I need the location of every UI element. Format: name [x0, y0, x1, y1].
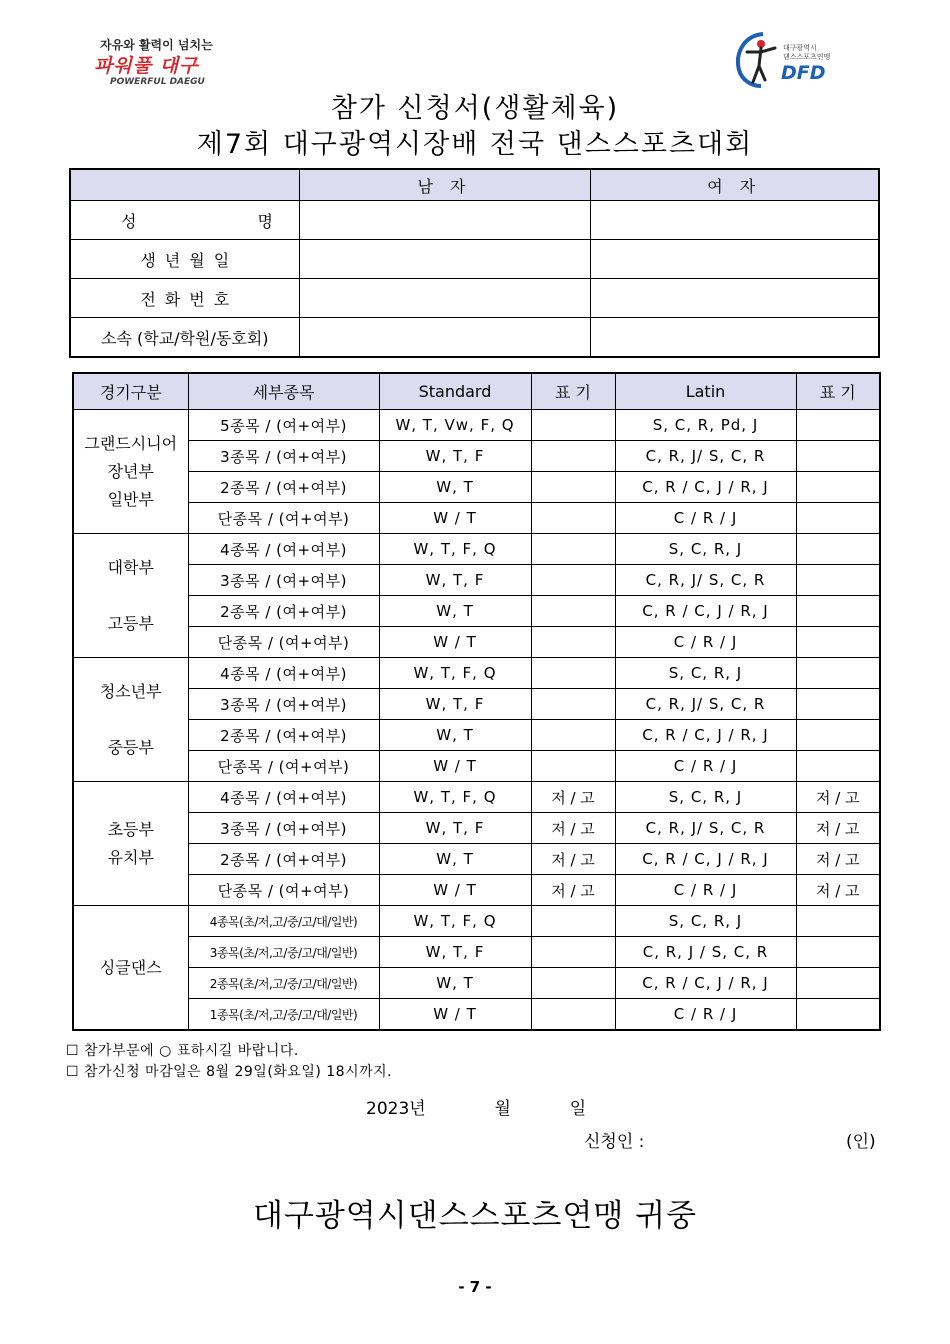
table-row [73, 503, 880, 534]
header-mark-latin: 표 기 [796, 373, 880, 410]
logo-slogan: 자유와 활력이 넘치는 [100, 38, 213, 52]
group-label-university-highschool: 대학부 고등부 [73, 534, 188, 658]
mark-standard-cell[interactable] [531, 751, 615, 782]
male-phone-field[interactable] [299, 279, 590, 318]
notes [66, 1041, 392, 1083]
header-event: 세부종목 [188, 373, 379, 410]
standard-cell: W, T, F, Q [379, 534, 531, 565]
table-row [73, 441, 880, 472]
female-birthdate-field[interactable] [590, 240, 879, 279]
latin-cell: C, R / C, J / R, J [615, 596, 796, 627]
mark-standard-cell[interactable] [531, 937, 615, 968]
mark-standard-cell[interactable]: 저 / 고 [531, 875, 615, 906]
standard-cell: W, T [379, 596, 531, 627]
event-cell: 1종목(초/저,고/중/고/대/일반) [188, 999, 379, 1031]
mark-latin-cell[interactable] [796, 441, 880, 472]
event-cell: 2종목(초/저,고/중/고/대/일반) [188, 968, 379, 999]
mark-latin-cell[interactable] [796, 410, 880, 441]
mark-latin-cell[interactable] [796, 472, 880, 503]
table-row [73, 782, 880, 813]
header-mark-standard: 표 기 [531, 373, 615, 410]
table-row [73, 534, 880, 565]
standard-cell: W, T, F, Q [379, 782, 531, 813]
mark-latin-cell[interactable] [796, 534, 880, 565]
mark-standard-cell[interactable] [531, 689, 615, 720]
standard-cell: W, T, F [379, 441, 531, 472]
mark-standard-cell[interactable]: 저 / 고 [531, 782, 615, 813]
group-label-senior-general: 그랜드시니어 장년부 일반부 [73, 410, 188, 534]
standard-cell: W, T [379, 844, 531, 875]
table-row [73, 565, 880, 596]
date-year: 2023년 [366, 1099, 426, 1119]
mark-latin-cell[interactable]: 저 / 고 [796, 782, 880, 813]
document-title: 참가 신청서(생활체육) [330, 93, 620, 124]
standard-cell: W / T [379, 999, 531, 1031]
dfd-logo [733, 30, 853, 90]
mark-latin-cell[interactable] [796, 999, 880, 1031]
latin-cell: S, C, R, J [615, 534, 796, 565]
participant-table [69, 168, 880, 358]
male-affiliation-field[interactable] [299, 318, 590, 358]
event-cell: 2종목 / (여+여부) [188, 596, 379, 627]
mark-latin-cell[interactable] [796, 720, 880, 751]
latin-cell: C, R / C, J / R, J [615, 472, 796, 503]
mark-latin-cell[interactable]: 저 / 고 [796, 875, 880, 906]
mark-standard-cell[interactable] [531, 472, 615, 503]
latin-cell: C / R / J [615, 751, 796, 782]
page-number: - 7 - [458, 1278, 492, 1296]
note-deadline: ☐ 참가신청 마감일은 8월 29일(화요일) 18시까지. [66, 1064, 393, 1080]
mark-latin-cell[interactable] [796, 906, 880, 937]
applicant-label: 신청인 : [584, 1132, 645, 1152]
event-cell: 3종목 / (여+여부) [188, 441, 379, 472]
participant-header-row [70, 169, 879, 201]
standard-cell: W / T [379, 875, 531, 906]
logo-english: POWERFUL DAEGU [110, 77, 205, 87]
female-affiliation-field[interactable] [590, 318, 879, 358]
group-label-single-dance: 싱글댄스 [73, 906, 188, 1031]
mark-latin-cell[interactable] [796, 968, 880, 999]
logo-name: 파워풀 대구 [94, 55, 199, 77]
latin-cell: C, R, J/ S, C, R [615, 441, 796, 472]
dfd-abbr: DFD [781, 62, 826, 84]
row-affiliation [70, 318, 879, 358]
table-row [73, 906, 880, 937]
standard-cell: W, T, F [379, 813, 531, 844]
latin-cell: S, C, R, Pd, J [615, 410, 796, 441]
latin-cell: C / R / J [615, 999, 796, 1031]
header-latin: Latin [615, 373, 796, 410]
event-cell: 2종목 / (여+여부) [188, 844, 379, 875]
latin-cell: C, R, J/ S, C, R [615, 565, 796, 596]
standard-cell: W / T [379, 627, 531, 658]
recipient: 대구광역시댄스스포츠연맹 귀중 [252, 1198, 698, 1234]
note-mark-instruction: ☐ 참가부문에 ○ 표하시길 바랍니다. [66, 1043, 299, 1059]
latin-cell: S, C, R, J [615, 782, 796, 813]
standard-cell: W, T, F [379, 565, 531, 596]
event-table [72, 372, 881, 1031]
male-name-field[interactable] [299, 201, 590, 240]
event-cell: 3종목(초/저,고/중/고/대/일반) [188, 937, 379, 968]
mark-latin-cell[interactable] [796, 503, 880, 534]
label-name: 성 명 [70, 201, 299, 240]
standard-cell: W, T [379, 472, 531, 503]
latin-cell: C / R / J [615, 875, 796, 906]
mark-latin-cell[interactable] [796, 627, 880, 658]
header-category: 경기구분 [73, 373, 188, 410]
mark-standard-cell[interactable]: 저 / 고 [531, 844, 615, 875]
standard-cell: W, T, F, Q [379, 658, 531, 689]
event-cell: 2종목 / (여+여부) [188, 720, 379, 751]
standard-cell: W, T, F [379, 937, 531, 968]
group-label-youth-middleschool: 청소년부 중등부 [73, 658, 188, 782]
event-cell: 2종목 / (여+여부) [188, 472, 379, 503]
latin-cell: C, R / C, J / R, J [615, 968, 796, 999]
latin-cell: C, R, J / S, C, R [615, 937, 796, 968]
table-row [73, 596, 880, 627]
header-standard: Standard [379, 373, 531, 410]
mark-standard-cell[interactable] [531, 596, 615, 627]
header-male: 남 자 [299, 169, 590, 201]
event-cell: 4종목 / (여+여부) [188, 782, 379, 813]
table-row [73, 658, 880, 689]
dancer-emblem-icon [733, 30, 783, 88]
label-birthdate: 생년월일 [70, 240, 299, 279]
event-cell: 4종목(초/저,고/중/고/대/일반) [188, 906, 379, 937]
mark-standard-cell[interactable] [531, 565, 615, 596]
mark-standard-cell[interactable] [531, 441, 615, 472]
standard-cell: W, T [379, 968, 531, 999]
standard-cell: W / T [379, 751, 531, 782]
standard-cell: W, T, F, Q [379, 906, 531, 937]
standard-cell: W / T [379, 503, 531, 534]
standard-cell: W, T, Vw, F, Q [379, 410, 531, 441]
row-phone [70, 279, 879, 318]
mark-standard-cell[interactable] [531, 410, 615, 441]
table-row [73, 689, 880, 720]
mark-latin-cell[interactable]: 저 / 고 [796, 813, 880, 844]
mark-latin-cell[interactable] [796, 689, 880, 720]
group-label-elementary-kindergarten: 초등부 유치부 [73, 782, 188, 906]
row-name [70, 201, 879, 240]
mark-standard-cell[interactable] [531, 906, 615, 937]
event-cell: 4종목 / (여+여부) [188, 658, 379, 689]
standard-cell: W, T [379, 720, 531, 751]
standard-cell: W, T, F [379, 689, 531, 720]
latin-cell: C / R / J [615, 503, 796, 534]
event-cell: 5종목 / (여+여부) [188, 410, 379, 441]
table-row [73, 472, 880, 503]
table-row [73, 720, 880, 751]
mark-latin-cell[interactable] [796, 937, 880, 968]
table-row [73, 813, 880, 844]
header-blank [70, 169, 299, 201]
header-female: 여 자 [590, 169, 879, 201]
mark-standard-cell[interactable] [531, 534, 615, 565]
table-row [73, 627, 880, 658]
mark-latin-cell[interactable] [796, 658, 880, 689]
row-birthdate [70, 240, 879, 279]
event-cell: 단종목 / (여+여부) [188, 751, 379, 782]
table-row [73, 751, 880, 782]
female-phone-field[interactable] [590, 279, 879, 318]
event-cell: 단종목 / (여+여부) [188, 503, 379, 534]
latin-cell: S, C, R, J [615, 658, 796, 689]
latin-cell: C, R, J/ S, C, R [615, 813, 796, 844]
label-affiliation: 소속 (학교/학원/동호회) [70, 318, 299, 358]
female-name-field[interactable] [590, 201, 879, 240]
mark-standard-cell[interactable] [531, 658, 615, 689]
event-cell: 3종목 / (여+여부) [188, 813, 379, 844]
mark-latin-cell[interactable] [796, 565, 880, 596]
table-row [73, 999, 880, 1031]
event-header-row [73, 373, 880, 410]
application-date [366, 1094, 586, 1119]
event-cell: 3종목 / (여+여부) [188, 689, 379, 720]
latin-cell: C, R / C, J / R, J [615, 720, 796, 751]
mark-latin-cell[interactable] [796, 596, 880, 627]
date-month: 월 [494, 1099, 511, 1119]
mark-standard-cell[interactable] [531, 503, 615, 534]
mark-standard-cell[interactable] [531, 999, 615, 1031]
date-day: 일 [569, 1099, 587, 1119]
seal-label: (인) [846, 1132, 876, 1152]
mark-standard-cell[interactable] [531, 720, 615, 751]
event-cell: 3종목 / (여+여부) [188, 565, 379, 596]
mark-latin-cell[interactable] [796, 751, 880, 782]
label-phone: 전화번호 [70, 279, 299, 318]
event-title: 제7회 대구광역시장배 전국 댄스스포츠대회 [196, 129, 754, 160]
powerful-daegu-logo [92, 34, 242, 94]
latin-cell: C / R / J [615, 627, 796, 658]
table-row [73, 968, 880, 999]
event-cell: 4종목 / (여+여부) [188, 534, 379, 565]
event-cell: 단종목 / (여+여부) [188, 627, 379, 658]
mark-standard-cell[interactable] [531, 627, 615, 658]
male-birthdate-field[interactable] [299, 240, 590, 279]
table-row [73, 937, 880, 968]
event-cell: 단종목 / (여+여부) [188, 875, 379, 906]
table-row [73, 844, 880, 875]
table-row [73, 410, 880, 441]
mark-latin-cell[interactable]: 저 / 고 [796, 844, 880, 875]
mark-standard-cell[interactable]: 저 / 고 [531, 813, 615, 844]
latin-cell: C, R, J/ S, C, R [615, 689, 796, 720]
dfd-org-name: 대구광역시 댄스스포츠연맹 [783, 44, 831, 61]
latin-cell: S, C, R, J [615, 906, 796, 937]
table-row [73, 875, 880, 906]
mark-standard-cell[interactable] [531, 968, 615, 999]
latin-cell: C, R / C, J / R, J [615, 844, 796, 875]
